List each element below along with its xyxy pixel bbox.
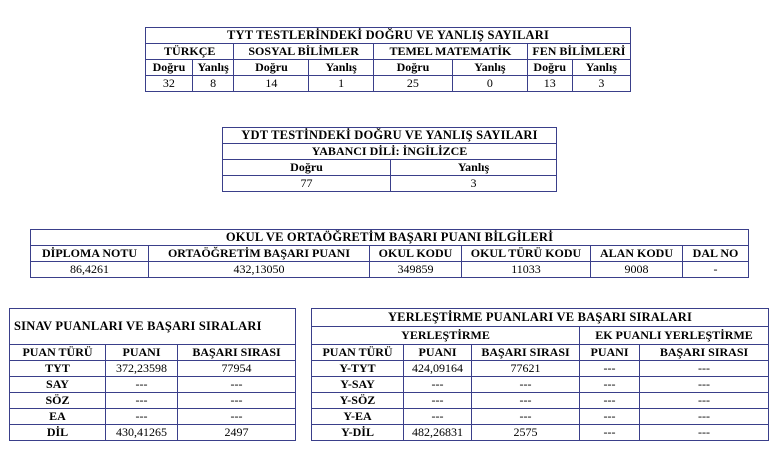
yerlestirme-header: PUANI [404, 345, 472, 361]
okul-value: - [683, 262, 749, 278]
okul-value: 11033 [462, 262, 591, 278]
puan-turu: TYT [10, 361, 106, 377]
table-row [10, 409, 769, 425]
ydt-title: YDT TESTİNDEKİ DOĞRU VE YANLIŞ SAYILARI [223, 128, 557, 144]
table-row [10, 393, 769, 409]
ydt-dogru-value: 77 [223, 176, 391, 192]
sinav-header: PUAN TÜRÜ [10, 345, 106, 361]
puan-table [9, 308, 769, 441]
dogru-header: Doğru [223, 160, 391, 176]
yerlestirme-title: YERLEŞTİRME PUANLARI VE BAŞARI SIRALARI [312, 309, 769, 327]
puani: 482,26831 [404, 425, 472, 441]
yanlis-header: Yanlış [192, 60, 234, 76]
ek-basari-sirasi: --- [640, 409, 769, 425]
basari-sirasi: --- [472, 393, 580, 409]
okul-header: DİPLOMA NOTU [31, 246, 149, 262]
okul-header: ALAN KODU [591, 246, 683, 262]
subject-turkce: TÜRKÇE [146, 44, 234, 60]
table-row [10, 361, 769, 377]
puan-turu: Y-TYT [312, 361, 404, 377]
puani: --- [404, 393, 472, 409]
table-row [10, 425, 769, 441]
puani: 372,23598 [106, 361, 178, 377]
basari-sirasi: 77621 [472, 361, 580, 377]
ek-puani: --- [580, 377, 640, 393]
okul-header: OKUL TÜRÜ KODU [462, 246, 591, 262]
okul-value: 9008 [591, 262, 683, 278]
basari-sirasi: --- [472, 409, 580, 425]
basari-sirasi: --- [178, 393, 296, 409]
yerlestirme-header: PUANI [580, 345, 640, 361]
puani: --- [404, 377, 472, 393]
basari-sirasi: 77954 [178, 361, 296, 377]
dogru-header: Doğru [373, 60, 452, 76]
tyt-value: 32 [146, 76, 193, 92]
puani: --- [106, 393, 178, 409]
ydt-subtitle: YABANCI DİLİ: İNGİLİZCE [223, 144, 557, 160]
okul-header: ORTAÖĞRETİM BAŞARI PUANI [149, 246, 370, 262]
yerlestirme-header: PUAN TÜRÜ [312, 345, 404, 361]
basari-sirasi: 2575 [472, 425, 580, 441]
okul-header: OKUL KODU [370, 246, 462, 262]
yanlis-header: Yanlış [452, 60, 527, 76]
okul-value: 432,13050 [149, 262, 370, 278]
yerlestirme-header: BAŞARI SIRASI [472, 345, 580, 361]
yanlis-header: Yanlış [391, 160, 557, 176]
basari-sirasi: --- [178, 409, 296, 425]
yerlestirme-group: YERLEŞTİRME [312, 327, 580, 345]
puan-turu: Y-SÖZ [312, 393, 404, 409]
ydt-yanlis-value: 3 [391, 176, 557, 192]
dogru-header: Doğru [234, 60, 309, 76]
sinav-title: SINAV PUANLARI VE BAŞARI SIRALARI [10, 309, 296, 345]
tyt-value: 13 [527, 76, 572, 92]
basari-sirasi: --- [178, 377, 296, 393]
okul-header: DAL NO [683, 246, 749, 262]
puani: 424,09164 [404, 361, 472, 377]
puan-turu: DİL [10, 425, 106, 441]
subject-sosyal: SOSYAL BİLİMLER [234, 44, 373, 60]
ek-basari-sirasi: --- [640, 361, 769, 377]
puan-turu: Y-SAY [312, 377, 404, 393]
tyt-value: 25 [373, 76, 452, 92]
puani: --- [106, 377, 178, 393]
puan-turu: SAY [10, 377, 106, 393]
yanlis-header: Yanlış [309, 60, 374, 76]
ek-puanli-group: EK PUANLI YERLEŞTİRME [580, 327, 769, 345]
okul-value: 86,4261 [31, 262, 149, 278]
ek-basari-sirasi: --- [640, 393, 769, 409]
tyt-value: 8 [192, 76, 234, 92]
puani: 430,41265 [106, 425, 178, 441]
sinav-header: PUANI [106, 345, 178, 361]
sinav-header: BAŞARI SIRASI [178, 345, 296, 361]
puan-turu: Y-DİL [312, 425, 404, 441]
table-divider [296, 309, 312, 441]
dogru-header: Doğru [146, 60, 193, 76]
dogru-header: Doğru [527, 60, 572, 76]
tyt-title: TYT TESTLERİNDEKİ DOĞRU VE YANLIŞ SAYILARI [146, 28, 631, 44]
okul-value: 349859 [370, 262, 462, 278]
tyt-value: 14 [234, 76, 309, 92]
ek-puani: --- [580, 393, 640, 409]
basari-sirasi: 2497 [178, 425, 296, 441]
ek-basari-sirasi: --- [640, 425, 769, 441]
yanlis-header: Yanlış [572, 60, 630, 76]
tyt-table [145, 27, 631, 92]
tyt-value: 1 [309, 76, 374, 92]
ek-puani: --- [580, 409, 640, 425]
puani: --- [404, 409, 472, 425]
puan-turu: SÖZ [10, 393, 106, 409]
puan-turu: EA [10, 409, 106, 425]
subject-matematik: TEMEL MATEMATİK [373, 44, 527, 60]
yerlestirme-header: BAŞARI SIRASI [640, 345, 769, 361]
ek-puani: --- [580, 361, 640, 377]
puani: --- [106, 409, 178, 425]
tyt-value: 0 [452, 76, 527, 92]
ek-puani: --- [580, 425, 640, 441]
table-row [10, 377, 769, 393]
tyt-value: 3 [572, 76, 630, 92]
ek-basari-sirasi: --- [640, 377, 769, 393]
subject-fen: FEN BİLİMLERİ [527, 44, 630, 60]
puan-turu: Y-EA [312, 409, 404, 425]
ydt-table [222, 127, 557, 192]
basari-sirasi: --- [472, 377, 580, 393]
okul-title: OKUL VE ORTAÖĞRETİM BAŞARI PUANI BİLGİLERİ [31, 230, 749, 246]
okul-table [30, 229, 749, 278]
